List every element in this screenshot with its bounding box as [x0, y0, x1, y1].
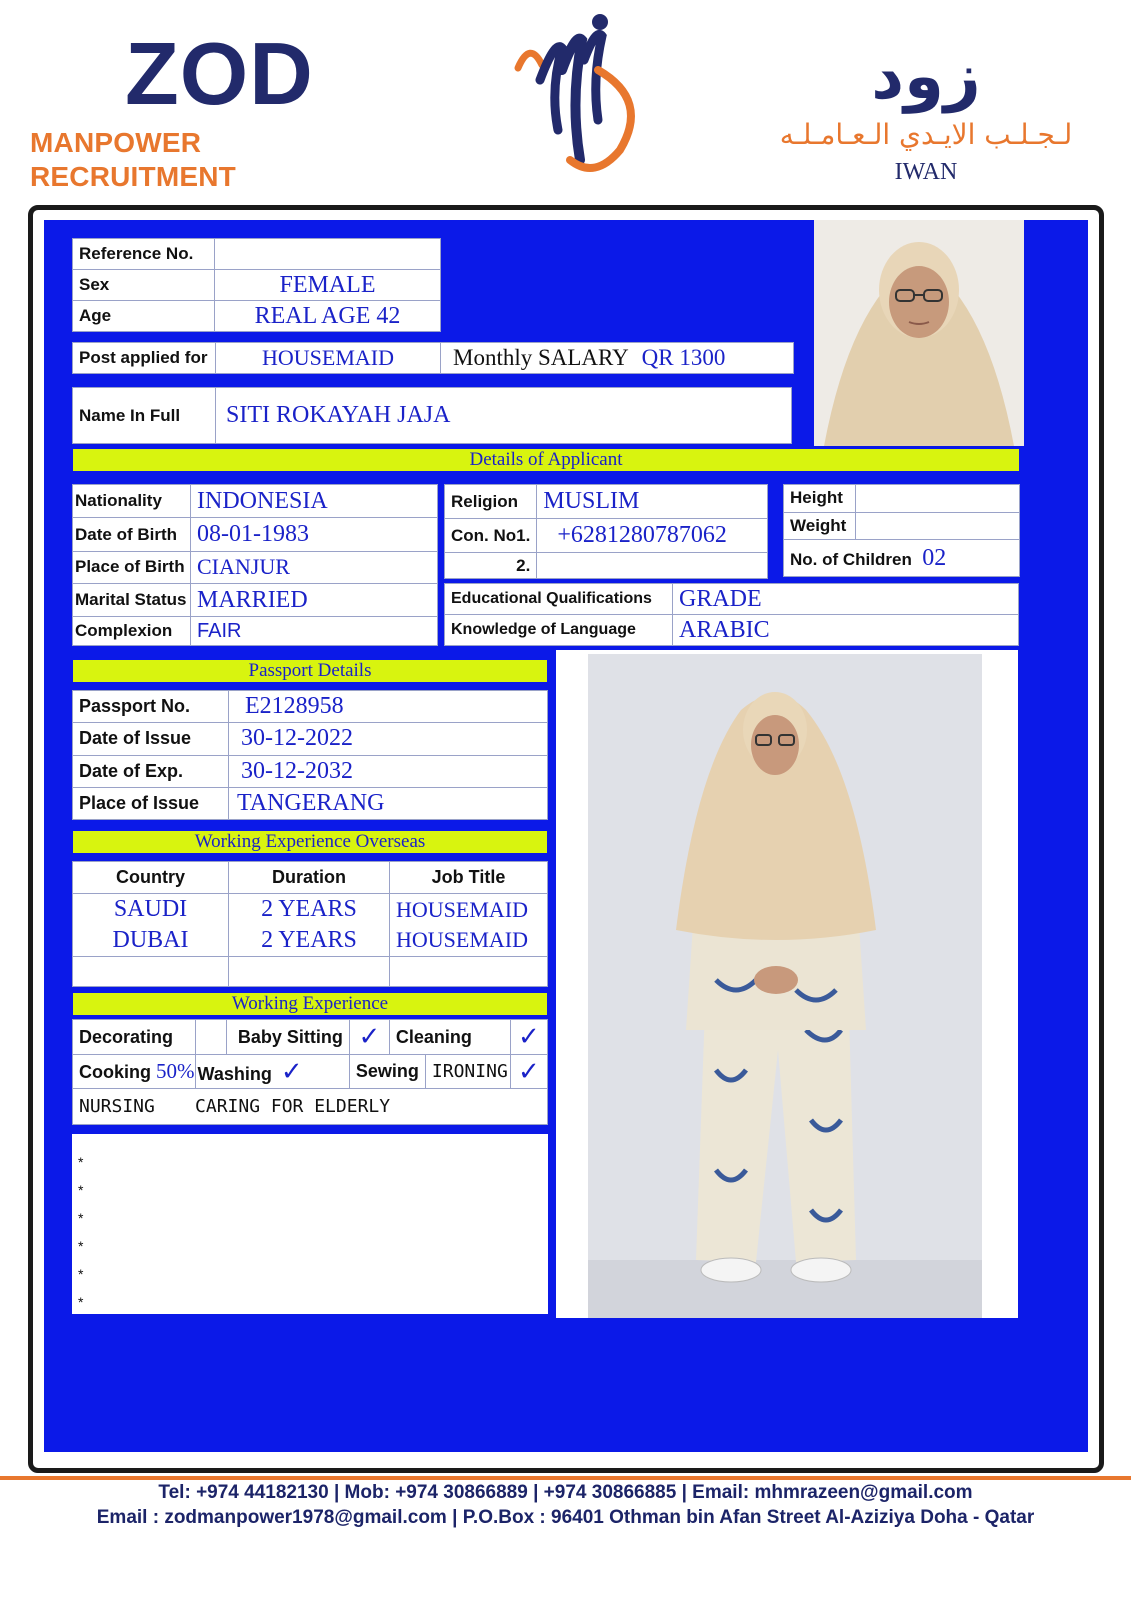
empty-cell: [73, 956, 229, 986]
pob-value: CIANJUR: [191, 551, 438, 583]
contact2-label: 2.: [445, 553, 537, 579]
details-heading: Details of Applicant: [73, 449, 1019, 471]
arabic-brand-name: زود: [871, 40, 981, 114]
note-bullet: *: [78, 1266, 84, 1282]
sex-value: FEMALE: [215, 270, 441, 301]
nationality-value: INDONESIA: [191, 485, 438, 518]
passport-place-label: Place of Issue: [73, 787, 229, 819]
company-brand: [30, 24, 410, 194]
footer-divider: [0, 1476, 1131, 1480]
pob-label: Place of Birth: [73, 551, 191, 583]
note-bullet: *: [78, 1210, 84, 1226]
experience-heading: Working Experience: [73, 993, 547, 1015]
marital-value: MARRIED: [191, 583, 438, 616]
salary-value: QR 1300: [641, 345, 726, 370]
complexion-value: FAIR: [191, 617, 438, 646]
applicant-headshot-photo: [814, 220, 1024, 446]
dob-value: 08-01-1983: [191, 518, 438, 551]
passport-number-value: E2128958: [229, 691, 548, 723]
religion-contact-table: [444, 484, 768, 579]
age-value: REAL AGE 42: [215, 301, 441, 332]
skill-nursing: NURSING: [73, 1089, 196, 1125]
table-row: [73, 894, 548, 925]
passport-number-label: Passport No.: [73, 691, 229, 723]
skill-cooking: [73, 1055, 196, 1089]
overseas-col-duration: Duration: [229, 862, 390, 894]
overseas-duration: 2 YEARS: [229, 925, 390, 956]
check-icon: ✓: [510, 1020, 547, 1055]
passport-table: [72, 690, 548, 820]
salary-label: Monthly SALARY: [453, 345, 628, 370]
passport-place-value: TANGERANG: [229, 787, 548, 819]
education-label: Educational Qualifications: [445, 584, 673, 615]
brand-subtitle: MANPOWER RECRUITMENT: [30, 127, 236, 192]
skill-cooking-value: 50%: [156, 1059, 195, 1083]
post-salary-row: [72, 342, 794, 374]
passport-issue-label: Date of Issue: [73, 723, 229, 755]
skill-cooking-label: Cooking: [79, 1062, 151, 1082]
reference-label: Reference No.: [73, 239, 215, 270]
height-value: [856, 485, 1020, 513]
nationality-label: Nationality: [73, 485, 191, 518]
physical-table: [783, 484, 1020, 577]
check-icon: ✓: [510, 1055, 547, 1089]
salary-cell: [441, 343, 794, 374]
contact1-value: +6281280787062: [537, 519, 768, 553]
name-label: Name In Full: [73, 388, 216, 444]
contact1-label: Con. No1.: [445, 519, 537, 553]
skills-table: [72, 1019, 548, 1124]
sex-label: Sex: [73, 270, 215, 301]
overseas-col-country: Country: [73, 862, 229, 894]
religion-value: MUSLIM: [537, 485, 768, 519]
overseas-table: [72, 861, 548, 987]
skill-sewing: Sewing: [349, 1055, 425, 1089]
overseas-country: SAUDI: [73, 894, 229, 925]
company-logo-icon: [510, 10, 660, 185]
reference-value: [215, 239, 441, 270]
children-label: No. of Children: [790, 549, 912, 569]
skill-ironing: IRONING: [425, 1055, 510, 1089]
education-language-table: [444, 583, 1019, 646]
skill-decorating: Decorating: [73, 1020, 196, 1055]
dob-label: Date of Birth: [73, 518, 191, 551]
marital-label: Marital Status: [73, 583, 191, 616]
children-value: 02: [922, 544, 947, 571]
name-row: [72, 387, 792, 444]
check-icon: ✓: [280, 1056, 303, 1087]
skill-washing-cell: [195, 1055, 349, 1089]
weight-label: Weight: [784, 512, 856, 540]
overseas-job: HOUSEMAID: [390, 925, 548, 956]
passport-expiry-label: Date of Exp.: [73, 755, 229, 787]
complexion-label: Complexion: [73, 617, 191, 646]
skill-cleaning: Cleaning: [389, 1020, 510, 1055]
note-bullet: *: [78, 1294, 84, 1310]
overseas-job: HOUSEMAID: [390, 894, 548, 925]
height-label: Height: [784, 485, 856, 513]
brand-name: ZOD: [125, 24, 314, 123]
agent-name: IWAN: [894, 159, 958, 185]
language-label: Knowledge of Language: [445, 615, 673, 646]
skill-baby-sitting: Baby Sitting: [227, 1020, 350, 1055]
footer-contact-line: Tel: +974 44182130 | Mob: +974 30866889 | +974 30866885 | Email: mhmrazeen@gmail.com: [158, 1482, 973, 1503]
skill-caring: CARING FOR ELDERLY: [195, 1089, 547, 1125]
post-label: Post applied for: [73, 343, 216, 374]
weight-value: [856, 512, 1020, 540]
arabic-brand-subtitle: لـجـلـب الايـدي الـعـامـلـه: [779, 118, 1073, 151]
empty-cell: [229, 956, 390, 986]
passport-issue-value: 30-12-2022: [229, 723, 548, 755]
contact2-value: [537, 553, 768, 579]
overseas-col-job: Job Title: [390, 862, 548, 894]
language-value: ARABIC: [673, 615, 1019, 646]
children-cell: [784, 540, 1020, 577]
basic-info-table: [72, 238, 441, 331]
religion-label: Religion: [445, 485, 537, 519]
note-bullet: *: [78, 1154, 84, 1170]
note-bullet: *: [78, 1238, 84, 1254]
name-value: SITI ROKAYAH JAJA: [216, 388, 792, 444]
passport-expiry-value: 30-12-2032: [229, 755, 548, 787]
applicant-full-photo: [556, 650, 1018, 1318]
check-icon: ✓: [349, 1020, 389, 1055]
overseas-heading: Working Experience Overseas: [73, 831, 547, 853]
details-left-table: [72, 484, 438, 646]
note-bullet: *: [78, 1182, 84, 1198]
skill-washing: Washing: [197, 1063, 272, 1084]
notes-box: [72, 1134, 548, 1314]
overseas-country: DUBAI: [73, 925, 229, 956]
arabic-brand: [761, 40, 1091, 186]
overseas-duration: 2 YEARS: [229, 894, 390, 925]
table-row: [73, 925, 548, 956]
age-label: Age: [73, 301, 215, 332]
empty-cell: [390, 956, 548, 986]
post-value: HOUSEMAID: [216, 343, 441, 374]
education-value: GRADE: [673, 584, 1019, 615]
table-row: [73, 956, 548, 986]
passport-heading: Passport Details: [73, 660, 547, 682]
footer-address-line: Email : zodmanpower1978@gmail.com | P.O.Box : 96401 Othman bin Afan Street Al-Aziziya Doha - Qatar: [96, 1507, 1035, 1528]
skill-decorating-mark: [195, 1020, 227, 1055]
